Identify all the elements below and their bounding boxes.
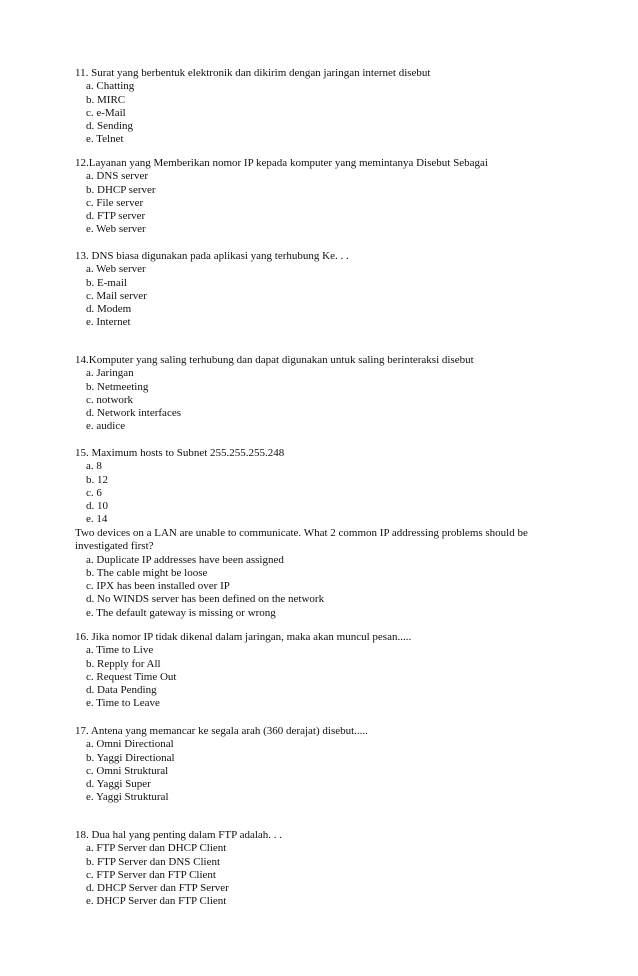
question-text: 16. Jika nomor IP tidak dikenal dalam jaringan, maka akan muncul pesan.....	[75, 631, 412, 643]
option-c: c. e-Mail	[86, 106, 126, 119]
option-b: b. E-mail	[86, 276, 127, 289]
question-lan	[75, 527, 560, 620]
option-b: b. 12	[86, 473, 108, 486]
option-list	[75, 263, 565, 329]
question-11	[75, 67, 565, 147]
option-a: a. FTP Server dan DHCP Client	[86, 842, 227, 855]
option-a: a. DNS server	[86, 170, 149, 183]
question-text: 14.Komputer yang saling terhubung dan dapat digunakan untuk saling berinteraksi disebut	[75, 354, 474, 366]
option-e: e. Internet	[86, 316, 131, 329]
option-d: d. 10	[86, 500, 108, 513]
option-b: b. Netmeeting	[86, 380, 149, 393]
option-b: b. FTP Server dan DNS Client	[86, 855, 221, 868]
option-e: e. DHCP Server dan FTP Client	[86, 895, 227, 908]
option-e: e. Telnet	[86, 133, 124, 146]
option-list	[75, 80, 565, 146]
option-b: b. MIRC	[86, 93, 126, 106]
option-c: c. 6	[86, 486, 102, 499]
option-c: c. Omni Struktural	[86, 764, 169, 777]
option-d: d. Data Pending	[86, 684, 157, 697]
option-e: e. 14	[86, 513, 108, 526]
option-d: d. Network interfaces	[86, 407, 181, 420]
question-text: 11. Surat yang berbentuk elektronik dan dikirim dengan jaringan internet disebut	[75, 67, 431, 79]
option-c: c. File server	[86, 196, 144, 209]
option-e: e. audice	[86, 420, 126, 433]
option-e: e. Time to Leave	[86, 697, 160, 710]
option-d: d. FTP server	[86, 210, 146, 223]
option-a: a. Chatting	[86, 80, 135, 93]
question-17	[75, 725, 565, 805]
question-18	[75, 829, 565, 909]
question-13	[75, 250, 565, 330]
question-14	[75, 354, 565, 434]
option-a: a. Time to Live	[86, 644, 154, 657]
option-b: b. Yaggi Directional	[86, 751, 175, 764]
question-12	[75, 157, 565, 237]
option-e: e. The default gateway is missing or wrong	[86, 606, 276, 619]
option-d: d. DHCP Server dan FTP Server	[86, 882, 229, 895]
option-b: b. The cable might be loose	[86, 566, 208, 579]
option-list	[75, 170, 565, 236]
option-c: c. FTP Server dan FTP Client	[86, 868, 216, 881]
option-list	[75, 644, 565, 710]
option-list	[75, 460, 565, 526]
question-text: 12.Layanan yang Memberikan nomor IP kepada komputer yang memintanya Disebut Sebagai	[75, 157, 488, 169]
option-d: d. Yaggi Super	[86, 778, 151, 791]
option-b: b. Repply for All	[86, 657, 161, 670]
option-a: a. Duplicate IP addresses have been assigned	[86, 553, 284, 566]
question-text: 13. DNS biasa digunakan pada aplikasi yang terhubung Ke. . .	[75, 250, 349, 262]
option-e: e. Web server	[86, 223, 146, 236]
option-c: c. IPX has been installed over IP	[86, 580, 230, 593]
option-a: a. 8	[86, 460, 102, 473]
option-d: d. Sending	[86, 120, 134, 133]
question-text: Two devices on a LAN are unable to communicate. What 2 common IP addressing problems should be investigated first?	[75, 527, 531, 553]
option-c: c. notwork	[86, 393, 134, 406]
option-b: b. DHCP server	[86, 183, 156, 196]
option-d: d. No WINDS server has been defined on the network	[86, 593, 325, 606]
question-16	[75, 631, 565, 711]
question-text: 17. Antena yang memancar ke segala arah (360 derajat) disebut.....	[75, 725, 368, 737]
question-text: 18. Dua hal yang penting dalam FTP adalah. . .	[75, 829, 283, 841]
option-list	[75, 842, 565, 908]
option-a: a. Omni Directional	[86, 738, 174, 751]
option-list	[75, 367, 565, 433]
question-text: 15. Maximum hosts to Subnet 255.255.255.248	[75, 447, 285, 459]
option-d: d. Modem	[86, 303, 132, 316]
option-a: a. Web server	[86, 263, 146, 276]
option-list	[75, 738, 565, 804]
option-c: c. Request Time Out	[86, 670, 177, 683]
option-list	[75, 554, 560, 620]
question-15	[75, 447, 565, 527]
option-c: c. Mail server	[86, 289, 147, 302]
option-a: a. Jaringan	[86, 367, 134, 380]
option-e: e. Yaggi Struktural	[86, 791, 169, 804]
